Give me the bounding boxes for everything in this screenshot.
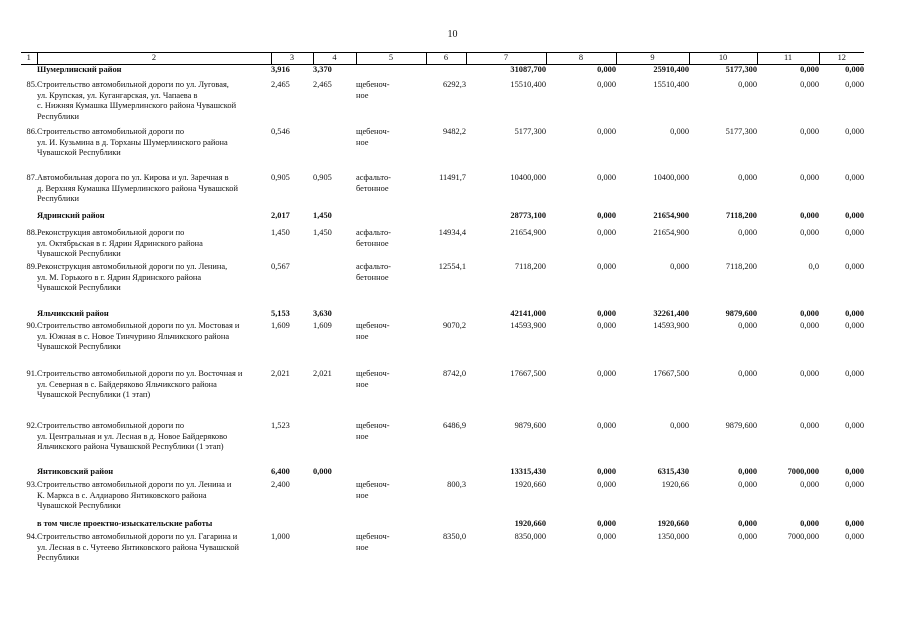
funding-col-12: 0,000 — [845, 421, 864, 430]
unit-cost: 9070,2 — [442, 321, 466, 330]
surface-type: щебеноч- ное — [356, 321, 390, 341]
surface-type — [356, 309, 426, 321]
funding-col-9: 1920,66 — [661, 480, 689, 489]
funding-col-12: 0,000 — [845, 369, 864, 378]
row-number — [21, 64, 37, 80]
work-description: Строительство автомобильной дороги по ул. Гагарина и ул. Лесная в с. Чутеево Янтиковского района Чувашской Республики — [37, 532, 239, 562]
work-description: в том числе проектно-изыскательские работы — [37, 519, 213, 528]
district-total-row — [21, 64, 864, 80]
funding-col-9: 1350,000 — [657, 532, 689, 541]
unit-cost: 800,3 — [447, 480, 466, 489]
funding-col-8: 0,000 — [597, 173, 616, 182]
district-total-row — [21, 467, 864, 480]
surface-type: асфальто- бетонное — [356, 228, 391, 248]
funding-col-12: 0,000 — [845, 127, 864, 136]
table-row — [21, 80, 864, 127]
surface-type: щебеноч- ное — [356, 421, 390, 441]
funding-col-9: 25910,400 — [653, 64, 689, 74]
total-funding: 10400,000 — [510, 173, 546, 182]
length-total: 2,017 — [271, 211, 290, 220]
work-description: Яльчикский район — [37, 309, 109, 318]
funding-col-12: 0,000 — [845, 309, 864, 318]
funding-col-10: 0,000 — [738, 519, 757, 528]
funding-col-9: 0,000 — [670, 421, 689, 430]
row-number: 90. — [26, 321, 37, 330]
unit-cost: 12554,1 — [438, 262, 466, 271]
total-funding: 13315,430 — [510, 467, 546, 476]
funding-col-12: 0,000 — [845, 262, 864, 271]
row-number — [21, 309, 37, 321]
length-total: 2,021 — [271, 369, 290, 378]
total-funding: 15510,400 — [510, 80, 546, 89]
unit-cost — [426, 467, 466, 480]
length-total: 0,567 — [271, 262, 290, 271]
surface-type: щебеноч- ное — [356, 532, 390, 552]
funding-col-11: 0,000 — [800, 480, 819, 489]
length-commissioned: 0,000 — [313, 467, 332, 476]
funding-col-11: 0,000 — [800, 369, 819, 378]
length-total: 1,609 — [271, 321, 290, 330]
row-number: 88. — [26, 228, 37, 237]
table-row — [21, 532, 864, 572]
funding-col-10: 0,000 — [738, 369, 757, 378]
funding-col-11: 0,0 — [808, 262, 819, 271]
funding-col-10: 9879,600 — [725, 309, 757, 318]
funding-col-11: 0,000 — [800, 64, 819, 74]
funding-col-8: 0,000 — [597, 321, 616, 330]
table-row — [21, 321, 864, 369]
length-commissioned — [313, 480, 356, 519]
table-row — [21, 228, 864, 262]
funding-col-8: 0,000 — [597, 369, 616, 378]
funding-col-8: 0,000 — [597, 262, 616, 271]
total-funding: 1920,660 — [514, 519, 546, 528]
length-commissioned: 1,450 — [313, 211, 332, 220]
funding-col-8: 0,000 — [597, 519, 616, 528]
total-funding: 14593,900 — [510, 321, 546, 330]
funding-col-10: 0,000 — [738, 480, 757, 489]
length-commissioned: 0,905 — [313, 173, 332, 182]
funding-col-8: 0,000 — [597, 127, 616, 136]
row-number: 89. — [26, 262, 37, 271]
column-header-12: 12 — [819, 53, 864, 65]
unit-cost — [426, 211, 466, 228]
unit-cost: 14934,4 — [438, 228, 466, 237]
column-header-11: 11 — [757, 53, 819, 65]
funding-col-12: 0,000 — [845, 64, 864, 74]
funding-col-9: 0,000 — [670, 262, 689, 271]
row-number — [21, 467, 37, 480]
work-description: Шумерлинский район — [37, 64, 122, 74]
funding-col-12: 0,000 — [845, 467, 864, 476]
length-commissioned: 2,465 — [313, 80, 332, 89]
funding-col-8: 0,000 — [597, 80, 616, 89]
unit-cost — [426, 64, 466, 80]
length-total: 1,450 — [271, 228, 290, 237]
length-total: 0,905 — [271, 173, 290, 182]
funding-col-8: 0,000 — [597, 480, 616, 489]
table-row — [21, 369, 864, 421]
unit-cost: 8742,0 — [442, 369, 466, 378]
row-number: 94. — [26, 532, 37, 541]
funding-col-11: 7000,000 — [787, 532, 819, 541]
funding-col-8: 0,000 — [597, 211, 616, 220]
total-funding: 1920,660 — [514, 480, 546, 489]
column-header-2: 2 — [37, 53, 271, 65]
unit-cost: 9482,2 — [442, 127, 466, 136]
unit-cost: 6486,9 — [442, 421, 466, 430]
total-funding: 42141,000 — [510, 309, 546, 318]
district-total-row — [21, 309, 864, 321]
funding-col-11: 0,000 — [800, 321, 819, 330]
funding-col-12: 0,000 — [845, 173, 864, 182]
row-number — [21, 211, 37, 228]
funding-col-10: 0,000 — [738, 467, 757, 476]
work-description: Янтиковский район — [37, 467, 114, 476]
work-description: Строительство автомобильной дороги по ул. Центральная и ул. Лесная в д. Новое Байдеряково Яльчикского района Чувашской Республики (1 этап) — [37, 421, 228, 451]
funding-col-8: 0,000 — [597, 421, 616, 430]
surface-type: асфальто- бетонное — [356, 262, 391, 282]
unit-cost — [426, 309, 466, 321]
funding-col-10: 5177,300 — [725, 127, 757, 136]
funding-col-10: 9879,600 — [725, 421, 757, 430]
length-commissioned — [313, 532, 356, 572]
funding-col-8: 0,000 — [597, 309, 616, 318]
funding-col-12: 0,000 — [845, 80, 864, 89]
surface-type: асфальто- бетонное — [356, 173, 391, 193]
funding-col-9: 1920,660 — [657, 519, 689, 528]
funding-col-11: 0,000 — [800, 519, 819, 528]
work-description: Строительство автомобильной дороги по ул. Луговая, ул. Крупская, ул. Кугангарская, ул. Чапаева в с. Нижняя Кумашка Шумерлинского района Чувашской Республики — [37, 80, 237, 121]
funding-col-9: 6315,430 — [657, 467, 689, 476]
column-number-row — [21, 53, 864, 65]
surface-type — [356, 467, 426, 480]
funding-col-10: 0,000 — [738, 532, 757, 541]
funding-col-9: 15510,400 — [653, 80, 689, 89]
page-number: 10 — [447, 29, 458, 40]
row-number: 86. — [26, 127, 37, 136]
total-funding: 17667,500 — [510, 369, 546, 378]
length-commissioned — [313, 127, 356, 173]
surface-type: щебеноч- ное — [356, 80, 390, 100]
surface-type — [356, 211, 426, 228]
funding-col-11: 0,000 — [800, 228, 819, 237]
funding-col-11: 0,000 — [800, 80, 819, 89]
surface-type: щебеноч- ное — [356, 127, 390, 147]
work-description: Реконструкция автомобильной дороги по ул. Ленина, ул. М. Горького в г. Ядрин Ядринского района Чувашской Республики — [37, 262, 228, 292]
funding-col-10: 0,000 — [738, 173, 757, 182]
length-total: 1,523 — [271, 421, 290, 430]
row-number: 85. — [26, 80, 37, 89]
length-commissioned — [313, 421, 356, 467]
column-header-8: 8 — [546, 53, 616, 65]
work-description: Автомобильная дорога по ул. Кирова и ул. Заречная в д. Верхняя Кумашка Шумерлинского района Чувашской Республики — [37, 173, 238, 203]
funding-col-10: 0,000 — [738, 321, 757, 330]
work-description: Ядринский район — [37, 211, 105, 220]
surface-type: щебеноч- ное — [356, 369, 390, 389]
funding-col-10: 0,000 — [738, 228, 757, 237]
total-funding: 7118,200 — [514, 262, 546, 271]
funding-col-9: 14593,900 — [653, 321, 689, 330]
length-commissioned: 3,370 — [313, 64, 332, 74]
length-total — [271, 519, 313, 532]
work-description: Строительство автомобильной дороги по ул. Мостовая и ул. Южная в с. Новое Тинчурино Яльчикского района Чувашской Республики — [37, 321, 240, 351]
work-description: Строительство автомобильной дороги по ул. И. Кузьмина в д. Торханы Шумерлинского района Чувашской Республики — [37, 127, 228, 157]
row-number: 92. — [26, 421, 37, 430]
funding-col-10: 7118,200 — [725, 262, 757, 271]
funding-col-11: 0,000 — [800, 309, 819, 318]
unit-cost — [426, 519, 466, 532]
table-row — [21, 262, 864, 309]
total-funding: 9879,600 — [514, 421, 546, 430]
length-total: 5,153 — [271, 309, 290, 318]
total-funding: 31087,700 — [510, 64, 546, 74]
surface-type: щебеноч- ное — [356, 480, 390, 500]
district-total-row — [21, 211, 864, 228]
funding-col-10: 5177,300 — [725, 64, 757, 74]
column-header-6: 6 — [426, 53, 466, 65]
total-funding: 21654,900 — [510, 228, 546, 237]
funding-col-9: 10400,000 — [653, 173, 689, 182]
column-header-9: 9 — [616, 53, 689, 65]
funding-col-11: 0,000 — [800, 127, 819, 136]
funding-col-11: 7000,000 — [787, 467, 819, 476]
length-commissioned: 2,021 — [313, 369, 332, 378]
work-description: Реконструкция автомобильной дороги по ул. Октябрьская в г. Ядрин Ядринского района Чувашской Республики — [37, 228, 203, 258]
road-construction-table — [21, 52, 864, 572]
table-row — [21, 480, 864, 519]
total-funding: 8350,000 — [514, 532, 546, 541]
length-commissioned: 3,630 — [313, 309, 332, 318]
total-funding: 5177,300 — [514, 127, 546, 136]
length-total: 3,916 — [271, 64, 290, 74]
funding-col-9: 17667,500 — [653, 369, 689, 378]
funding-col-12: 0,000 — [845, 228, 864, 237]
funding-col-12: 0,000 — [845, 532, 864, 541]
funding-col-8: 0,000 — [597, 467, 616, 476]
funding-col-11: 0,000 — [800, 211, 819, 220]
funding-col-8: 0,000 — [597, 228, 616, 237]
column-header-3: 3 — [271, 53, 313, 65]
column-header-1: 1 — [21, 53, 37, 65]
work-description: Строительство автомобильной дороги по ул. Восточная и ул. Северная в с. Байдеряково Яльчикского района Чувашской Республики (1 этап) — [37, 369, 243, 399]
funding-col-12: 0,000 — [845, 519, 864, 528]
column-header-10: 10 — [689, 53, 757, 65]
funding-col-11: 0,000 — [800, 173, 819, 182]
length-total: 6,400 — [271, 467, 290, 476]
surface-type — [356, 64, 426, 80]
length-commissioned — [313, 519, 356, 532]
unit-cost: 11491,7 — [439, 173, 466, 182]
column-header-4: 4 — [313, 53, 356, 65]
funding-col-9: 0,000 — [670, 127, 689, 136]
length-total: 0,546 — [271, 127, 290, 136]
total-funding: 28773,100 — [510, 211, 546, 220]
row-number: 91. — [26, 369, 37, 378]
funding-col-12: 0,000 — [845, 321, 864, 330]
funding-col-8: 0,000 — [597, 64, 616, 74]
length-total: 2,465 — [271, 80, 290, 89]
funding-col-12: 0,000 — [845, 211, 864, 220]
district-total-row — [21, 519, 864, 532]
unit-cost: 8350,0 — [442, 532, 466, 541]
column-header-7: 7 — [466, 53, 546, 65]
row-number: 87. — [26, 173, 37, 182]
table-row — [21, 127, 864, 173]
column-header-5: 5 — [356, 53, 426, 65]
funding-col-8: 0,000 — [597, 532, 616, 541]
length-total: 1,000 — [271, 532, 290, 541]
funding-col-12: 0,000 — [845, 480, 864, 489]
table-row — [21, 173, 864, 211]
funding-col-10: 7118,200 — [726, 211, 757, 220]
row-number — [21, 519, 37, 532]
row-number: 93. — [26, 480, 37, 489]
funding-col-9: 32261,400 — [653, 309, 689, 318]
funding-col-11: 0,000 — [800, 421, 819, 430]
length-commissioned: 1,609 — [313, 321, 332, 330]
funding-col-10: 0,000 — [738, 80, 757, 89]
funding-col-9: 21654,900 — [653, 211, 689, 220]
funding-col-9: 21654,900 — [653, 228, 689, 237]
length-commissioned — [313, 262, 356, 309]
length-total: 2,400 — [271, 480, 290, 489]
table-row — [21, 421, 864, 467]
surface-type — [356, 519, 426, 532]
work-description: Строительство автомобильной дороги по ул. Ленина и К. Маркса в с. Алдиарово Янтиковского района Чувашской Республики — [37, 480, 232, 510]
length-commissioned: 1,450 — [313, 228, 332, 237]
unit-cost: 6292,3 — [442, 80, 466, 89]
